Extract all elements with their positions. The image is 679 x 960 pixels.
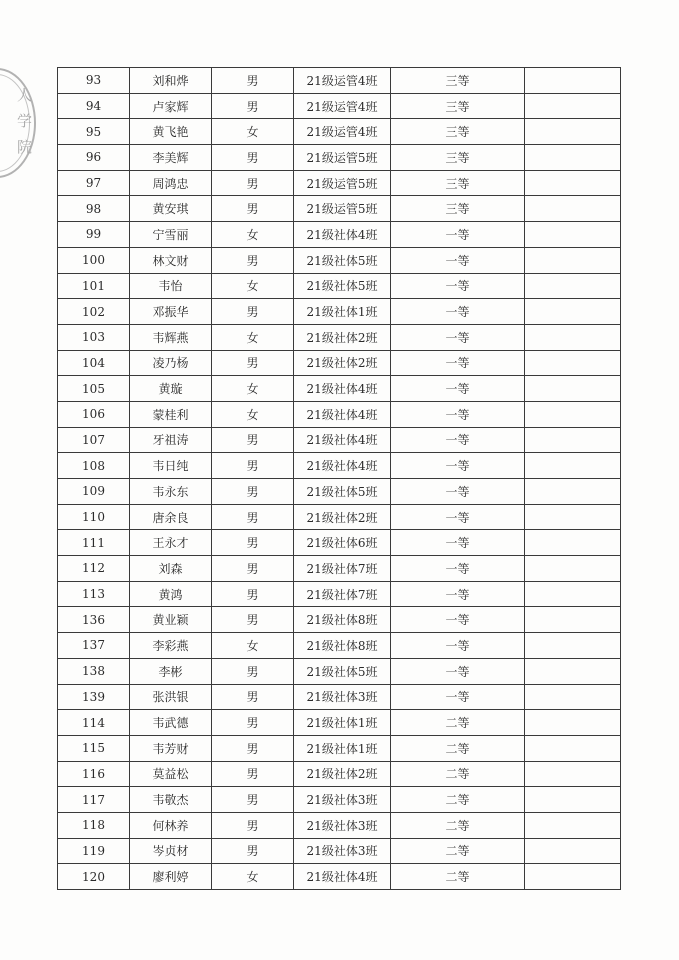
table-row xyxy=(58,530,621,556)
gender-cell: 男 xyxy=(212,93,294,119)
student-name-cell: 韦芳财 xyxy=(130,735,212,761)
row-number-cell: 113 xyxy=(58,581,130,607)
remark-cell xyxy=(525,324,621,350)
row-number-cell: 96 xyxy=(58,145,130,171)
table-row xyxy=(58,324,621,350)
student-name-cell: 韦武德 xyxy=(130,710,212,736)
gender-cell: 男 xyxy=(212,581,294,607)
award-level-cell: 一等 xyxy=(391,684,525,710)
row-number-cell: 95 xyxy=(58,119,130,145)
class-cell: 21级社体4班 xyxy=(294,376,391,402)
class-cell: 21级运管4班 xyxy=(294,93,391,119)
student-name-cell: 韦永东 xyxy=(130,479,212,505)
student-name-cell: 刘和烨 xyxy=(130,68,212,94)
class-cell: 21级社体4班 xyxy=(294,427,391,453)
table-body xyxy=(58,68,621,890)
gender-cell: 男 xyxy=(212,787,294,813)
row-number-cell: 94 xyxy=(58,93,130,119)
award-level-cell: 二等 xyxy=(391,864,525,890)
class-cell: 21级社体7班 xyxy=(294,581,391,607)
gender-cell: 男 xyxy=(212,658,294,684)
table-row xyxy=(58,119,621,145)
award-level-cell: 一等 xyxy=(391,427,525,453)
class-cell: 21级社体2班 xyxy=(294,324,391,350)
table-row xyxy=(58,350,621,376)
row-number-cell: 119 xyxy=(58,838,130,864)
student-name-cell: 黄安琪 xyxy=(130,196,212,222)
row-number-cell: 108 xyxy=(58,453,130,479)
row-number-cell: 136 xyxy=(58,607,130,633)
remark-cell xyxy=(525,247,621,273)
remark-cell xyxy=(525,376,621,402)
row-number-cell: 103 xyxy=(58,324,130,350)
award-level-cell: 二等 xyxy=(391,710,525,736)
award-level-cell: 一等 xyxy=(391,479,525,505)
student-name-cell: 黄业颖 xyxy=(130,607,212,633)
gender-cell: 男 xyxy=(212,812,294,838)
student-name-cell: 黄璇 xyxy=(130,376,212,402)
class-cell: 21级社体3班 xyxy=(294,787,391,813)
remark-cell xyxy=(525,479,621,505)
award-level-cell: 二等 xyxy=(391,761,525,787)
seal-glyph: 人 xyxy=(16,86,32,104)
class-cell: 21级社体8班 xyxy=(294,607,391,633)
award-level-cell: 一等 xyxy=(391,556,525,582)
row-number-cell: 105 xyxy=(58,376,130,402)
student-name-cell: 宁雪丽 xyxy=(130,222,212,248)
student-name-cell: 岑贞材 xyxy=(130,838,212,864)
table-row xyxy=(58,684,621,710)
student-name-cell: 李彩燕 xyxy=(130,633,212,659)
award-level-cell: 一等 xyxy=(391,324,525,350)
gender-cell: 男 xyxy=(212,761,294,787)
class-cell: 21级运管5班 xyxy=(294,196,391,222)
gender-cell: 女 xyxy=(212,864,294,890)
student-name-cell: 韦怡 xyxy=(130,273,212,299)
class-cell: 21级社体2班 xyxy=(294,350,391,376)
gender-cell: 男 xyxy=(212,556,294,582)
row-number-cell: 99 xyxy=(58,222,130,248)
official-seal xyxy=(0,68,36,178)
table-row xyxy=(58,273,621,299)
row-number-cell: 114 xyxy=(58,710,130,736)
row-number-cell: 117 xyxy=(58,787,130,813)
table-row xyxy=(58,607,621,633)
student-name-cell: 黄鸿 xyxy=(130,581,212,607)
class-cell: 21级社体2班 xyxy=(294,504,391,530)
gender-cell: 男 xyxy=(212,710,294,736)
table-row xyxy=(58,812,621,838)
award-level-cell: 一等 xyxy=(391,633,525,659)
class-cell: 21级社体2班 xyxy=(294,761,391,787)
row-number-cell: 102 xyxy=(58,299,130,325)
gender-cell: 男 xyxy=(212,453,294,479)
class-cell: 21级社体4班 xyxy=(294,453,391,479)
remark-cell xyxy=(525,787,621,813)
award-level-cell: 一等 xyxy=(391,299,525,325)
remark-cell xyxy=(525,350,621,376)
table-row xyxy=(58,453,621,479)
row-number-cell: 98 xyxy=(58,196,130,222)
row-number-cell: 116 xyxy=(58,761,130,787)
class-cell: 21级社体4班 xyxy=(294,401,391,427)
gender-cell: 女 xyxy=(212,273,294,299)
student-name-cell: 韦敬杰 xyxy=(130,787,212,813)
row-number-cell: 110 xyxy=(58,504,130,530)
award-level-cell: 一等 xyxy=(391,222,525,248)
row-number-cell: 104 xyxy=(58,350,130,376)
class-cell: 21级社体3班 xyxy=(294,684,391,710)
student-name-cell: 张洪银 xyxy=(130,684,212,710)
gender-cell: 男 xyxy=(212,427,294,453)
row-number-cell: 111 xyxy=(58,530,130,556)
remark-cell xyxy=(525,581,621,607)
remark-cell xyxy=(525,170,621,196)
award-level-cell: 一等 xyxy=(391,401,525,427)
gender-cell: 女 xyxy=(212,222,294,248)
gender-cell: 女 xyxy=(212,119,294,145)
student-name-cell: 卢家辉 xyxy=(130,93,212,119)
table-row xyxy=(58,735,621,761)
gender-cell: 女 xyxy=(212,401,294,427)
class-cell: 21级社体5班 xyxy=(294,658,391,684)
class-cell: 21级社体8班 xyxy=(294,633,391,659)
gender-cell: 男 xyxy=(212,145,294,171)
student-name-cell: 李彬 xyxy=(130,658,212,684)
gender-cell: 男 xyxy=(212,684,294,710)
student-name-cell: 廖利婷 xyxy=(130,864,212,890)
remark-cell xyxy=(525,710,621,736)
gender-cell: 女 xyxy=(212,376,294,402)
row-number-cell: 137 xyxy=(58,633,130,659)
class-cell: 21级运管4班 xyxy=(294,119,391,145)
student-award-table xyxy=(57,67,621,890)
remark-cell xyxy=(525,427,621,453)
student-name-cell: 王永才 xyxy=(130,530,212,556)
class-cell: 21级社体1班 xyxy=(294,299,391,325)
student-name-cell: 邓振华 xyxy=(130,299,212,325)
student-name-cell: 蒙桂利 xyxy=(130,401,212,427)
award-level-cell: 一等 xyxy=(391,581,525,607)
award-level-cell: 一等 xyxy=(391,607,525,633)
gender-cell: 男 xyxy=(212,607,294,633)
gender-cell: 男 xyxy=(212,299,294,325)
table-row xyxy=(58,581,621,607)
gender-cell: 男 xyxy=(212,735,294,761)
gender-cell: 男 xyxy=(212,170,294,196)
student-name-cell: 韦日纯 xyxy=(130,453,212,479)
remark-cell xyxy=(525,530,621,556)
class-cell: 21级社体4班 xyxy=(294,222,391,248)
row-number-cell: 139 xyxy=(58,684,130,710)
row-number-cell: 97 xyxy=(58,170,130,196)
award-level-cell: 三等 xyxy=(391,196,525,222)
table-row xyxy=(58,145,621,171)
remark-cell xyxy=(525,607,621,633)
award-level-cell: 二等 xyxy=(391,812,525,838)
remark-cell xyxy=(525,735,621,761)
gender-cell: 女 xyxy=(212,324,294,350)
student-name-cell: 唐余良 xyxy=(130,504,212,530)
remark-cell xyxy=(525,556,621,582)
remark-cell xyxy=(525,299,621,325)
remark-cell xyxy=(525,273,621,299)
award-level-cell: 二等 xyxy=(391,735,525,761)
gender-cell: 男 xyxy=(212,350,294,376)
table-row xyxy=(58,196,621,222)
award-level-cell: 一等 xyxy=(391,273,525,299)
remark-cell xyxy=(525,145,621,171)
table-row xyxy=(58,556,621,582)
class-cell: 21级运管5班 xyxy=(294,170,391,196)
table-row xyxy=(58,710,621,736)
class-cell: 21级社体5班 xyxy=(294,479,391,505)
table-row xyxy=(58,761,621,787)
remark-cell xyxy=(525,658,621,684)
class-cell: 21级社体7班 xyxy=(294,556,391,582)
remark-cell xyxy=(525,864,621,890)
remark-cell xyxy=(525,93,621,119)
award-level-cell: 二等 xyxy=(391,838,525,864)
remark-cell xyxy=(525,401,621,427)
student-name-cell: 林文财 xyxy=(130,247,212,273)
row-number-cell: 106 xyxy=(58,401,130,427)
student-name-cell: 凌乃杨 xyxy=(130,350,212,376)
row-number-cell: 118 xyxy=(58,812,130,838)
remark-cell xyxy=(525,812,621,838)
class-cell: 21级社体6班 xyxy=(294,530,391,556)
table-row xyxy=(58,427,621,453)
student-name-cell: 李美辉 xyxy=(130,145,212,171)
class-cell: 21级运管5班 xyxy=(294,145,391,171)
class-cell: 21级社体3班 xyxy=(294,812,391,838)
award-level-cell: 一等 xyxy=(391,658,525,684)
row-number-cell: 101 xyxy=(58,273,130,299)
remark-cell xyxy=(525,453,621,479)
award-level-cell: 二等 xyxy=(391,787,525,813)
award-level-cell: 一等 xyxy=(391,530,525,556)
remark-cell xyxy=(525,119,621,145)
seal-glyph: 院 xyxy=(16,138,32,156)
row-number-cell: 107 xyxy=(58,427,130,453)
remark-cell xyxy=(525,222,621,248)
remark-cell xyxy=(525,504,621,530)
row-number-cell: 112 xyxy=(58,556,130,582)
gender-cell: 男 xyxy=(212,504,294,530)
table-row xyxy=(58,504,621,530)
gender-cell: 男 xyxy=(212,838,294,864)
award-level-cell: 一等 xyxy=(391,376,525,402)
row-number-cell: 109 xyxy=(58,479,130,505)
remark-cell xyxy=(525,68,621,94)
award-level-cell: 一等 xyxy=(391,350,525,376)
class-cell: 21级社体1班 xyxy=(294,710,391,736)
table-row xyxy=(58,787,621,813)
class-cell: 21级运管4班 xyxy=(294,68,391,94)
award-level-cell: 三等 xyxy=(391,145,525,171)
table-row xyxy=(58,376,621,402)
table-row xyxy=(58,838,621,864)
table-row xyxy=(58,633,621,659)
table-row xyxy=(58,479,621,505)
remark-cell xyxy=(525,838,621,864)
remark-cell xyxy=(525,196,621,222)
gender-cell: 男 xyxy=(212,247,294,273)
table-row xyxy=(58,222,621,248)
student-name-cell: 何林养 xyxy=(130,812,212,838)
table-row xyxy=(58,401,621,427)
student-name-cell: 韦辉燕 xyxy=(130,324,212,350)
gender-cell: 男 xyxy=(212,530,294,556)
row-number-cell: 120 xyxy=(58,864,130,890)
seal-glyph: 学 xyxy=(16,112,32,130)
class-cell: 21级社体5班 xyxy=(294,273,391,299)
table-row xyxy=(58,170,621,196)
award-level-cell: 三等 xyxy=(391,68,525,94)
gender-cell: 男 xyxy=(212,68,294,94)
award-level-cell: 一等 xyxy=(391,247,525,273)
table-row xyxy=(58,299,621,325)
row-number-cell: 100 xyxy=(58,247,130,273)
student-name-cell: 莫益松 xyxy=(130,761,212,787)
table-row xyxy=(58,68,621,94)
class-cell: 21级社体4班 xyxy=(294,864,391,890)
student-name-cell: 周鸿忠 xyxy=(130,170,212,196)
remark-cell xyxy=(525,761,621,787)
gender-cell: 男 xyxy=(212,196,294,222)
remark-cell xyxy=(525,684,621,710)
table-row xyxy=(58,93,621,119)
gender-cell: 女 xyxy=(212,633,294,659)
award-level-cell: 三等 xyxy=(391,119,525,145)
table-row xyxy=(58,864,621,890)
award-level-cell: 一等 xyxy=(391,453,525,479)
student-name-cell: 牙祖涛 xyxy=(130,427,212,453)
gender-cell: 男 xyxy=(212,479,294,505)
class-cell: 21级社体3班 xyxy=(294,838,391,864)
table-row xyxy=(58,247,621,273)
class-cell: 21级社体1班 xyxy=(294,735,391,761)
remark-cell xyxy=(525,633,621,659)
row-number-cell: 138 xyxy=(58,658,130,684)
student-name-cell: 黄飞艳 xyxy=(130,119,212,145)
row-number-cell: 115 xyxy=(58,735,130,761)
award-level-cell: 一等 xyxy=(391,504,525,530)
student-name-cell: 刘森 xyxy=(130,556,212,582)
class-cell: 21级社体5班 xyxy=(294,247,391,273)
award-level-cell: 三等 xyxy=(391,170,525,196)
award-level-cell: 三等 xyxy=(391,93,525,119)
row-number-cell: 93 xyxy=(58,68,130,94)
table-row xyxy=(58,658,621,684)
